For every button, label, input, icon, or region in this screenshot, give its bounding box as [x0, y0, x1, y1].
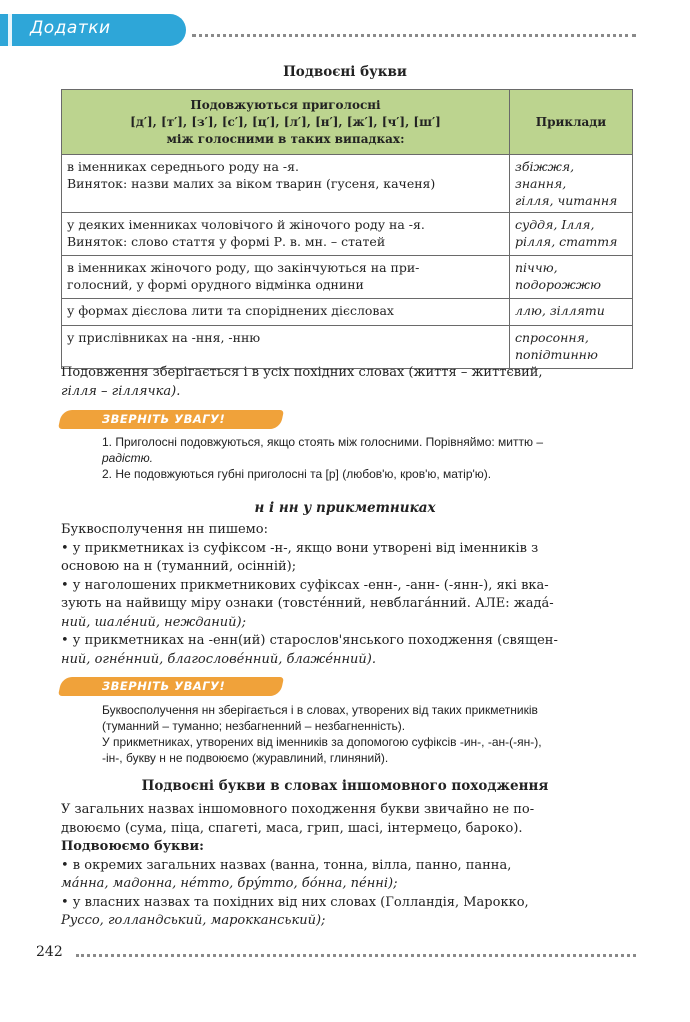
heading-doubled-letters: Подвоєні букви [283, 64, 407, 80]
examples-cell [510, 299, 633, 326]
note-line: радістю. [102, 451, 153, 465]
example-line: спросоння, [515, 330, 589, 345]
section-foreign-words [61, 801, 635, 931]
footer-dotted-rule [76, 954, 636, 957]
head-line: між голосними в таких випадках: [166, 131, 405, 146]
example-line: подорожжю [515, 277, 601, 292]
page-number: 242 [36, 944, 63, 960]
heading-n-nn: н і нн у прикметниках [254, 500, 436, 516]
example-line: попідтинню [515, 347, 598, 362]
rule-line: у прислівниках на -ння, -нню [67, 330, 261, 345]
tab-stripe [8, 14, 12, 46]
example-line: піччю, [515, 260, 558, 275]
heading-foreign-words: Подвоєні букви в словах іншомовного походження [141, 778, 549, 794]
table-row [62, 326, 633, 369]
text-line: ний, огнéнний, благословéнний, блажéнний). [61, 651, 377, 667]
rule-line: у деяких іменниках чоловічого й жіночого роду на -я. [67, 217, 425, 232]
examples-cell [510, 326, 633, 369]
note-consonants [102, 434, 636, 482]
section-title: Додатки [30, 18, 111, 38]
note-nn [102, 702, 636, 766]
doubling-rules-table [61, 89, 633, 369]
bullet-line: • в окремих загальних назвах (ванна, тонна, вілла, панно, панна, [61, 857, 512, 873]
note-line: -ін-, букву н не подвоюємо (журавлиний, глиняний). [102, 751, 389, 765]
attention-banner [60, 410, 282, 429]
example-line: збіжжя, знання, [515, 159, 575, 191]
rule-line: Виняток: назви малих за віком тварин (гусеня, каченя) [67, 176, 436, 191]
text-line: Руссо, голландський, марокканський); [61, 913, 326, 928]
bullet-line: • у прикметниках із суфіксом -н-, якщо вони утворені від іменників з [61, 540, 539, 556]
examples-cell [510, 213, 633, 256]
paragraph-lengthening [61, 364, 635, 401]
bullet-line: • у власних назвах та похідних від них словах (Голландія, Марокко, [61, 894, 529, 910]
text-line: Подовження зберігається і в усіх похідних словах (життя – життєвий, [61, 365, 543, 380]
table-head-rule [62, 90, 510, 155]
attention-banner [60, 677, 282, 696]
table-row [62, 155, 633, 213]
example-line: суддя, Ілля, [515, 217, 595, 232]
text-line: гілля – гіллячка). [61, 383, 181, 399]
example-line: гілля, читання [515, 193, 618, 208]
attention-label: ЗВЕРНІТЬ УВАГУ! [102, 679, 226, 693]
rule-line: в іменниках жіночого роду, що закінчуються на при- [67, 260, 420, 275]
rule-line: у формах дієслова лити та споріднених дієсловах [67, 303, 394, 318]
rule-line: в іменниках середнього роду на -я. [67, 159, 300, 174]
head-line: [д′], [т′], [з′], [с′], [ц′], [л′], [н′], [ж′], [ч′], [ш′] [130, 114, 441, 129]
attention-label: ЗВЕРНІТЬ УВАГУ! [102, 412, 226, 426]
text-line: мáнна, мадонна, нéтто, брýтто, бóнна, пéнні); [61, 876, 398, 891]
table-row [62, 256, 633, 299]
text-line: У загальних назвах іншомовного походження букви звичайно не по- [61, 802, 535, 817]
note-line: Буквосполучення нн зберігається і в словах, утворених від таких прикметників [102, 703, 538, 717]
table-row [62, 213, 633, 256]
text-line: Буквосполучення нн пишемо: [61, 522, 268, 537]
note-line: У прикметниках, утворених від іменників за допомогою суфіксів -ин-, -ан-(-ян-), [102, 735, 542, 749]
text-line: Подвоюємо букви: [61, 839, 204, 854]
rule-cell [62, 299, 510, 326]
rule-line: голосний, у формі орудного відмінка однини [67, 277, 364, 292]
header-dotted-rule [192, 34, 636, 37]
text-line: зують на найвищу міру ознаки (товстéнний, невблагáнний. АЛЕ: жадá- [61, 596, 554, 611]
text-line: основою на н (туманний, осінній); [61, 559, 297, 574]
text-line: ний, шалéний, нежданий); [61, 614, 246, 630]
rule-cell [62, 256, 510, 299]
section-tab [0, 14, 186, 46]
text-line: двоюємо (сума, піца, спагеті, маса, грип, шасі, інтермецо, бароко). [61, 820, 523, 836]
rule-cell [62, 213, 510, 256]
example-line: рілля, стаття [515, 234, 618, 249]
examples-cell [510, 155, 633, 213]
examples-cell [510, 256, 633, 299]
bullet-line: • у наголошених прикметникових суфіксах -енн-, -анн- (-янн-), які вка- [61, 577, 549, 593]
table-row [62, 299, 633, 326]
rule-cell [62, 155, 510, 213]
note-line: 2. Не подовжуються губні приголосні та [р] (любов'ю, кров'ю, матір'ю). [102, 467, 492, 481]
head-line: Подовжуються приголосні [190, 97, 381, 112]
note-line: (туманний – туманно; незбагненний – незбагненність). [102, 719, 406, 733]
note-line: 1. Приголосні подовжуються, якщо стоять між голосними. Порівняймо: миттю – [102, 435, 543, 449]
example-line: ллю, зілляти [515, 303, 605, 318]
table-head-examples: Приклади [510, 90, 633, 155]
section-n-nn [61, 521, 635, 669]
bullet-line: • у прикметниках на -енн(ий) старослов'янського походження (священ- [61, 633, 558, 648]
rule-cell [62, 326, 510, 369]
table-header-row [62, 90, 633, 155]
rule-line: Виняток: слово стаття у формі Р. в. мн. – статей [67, 234, 386, 249]
